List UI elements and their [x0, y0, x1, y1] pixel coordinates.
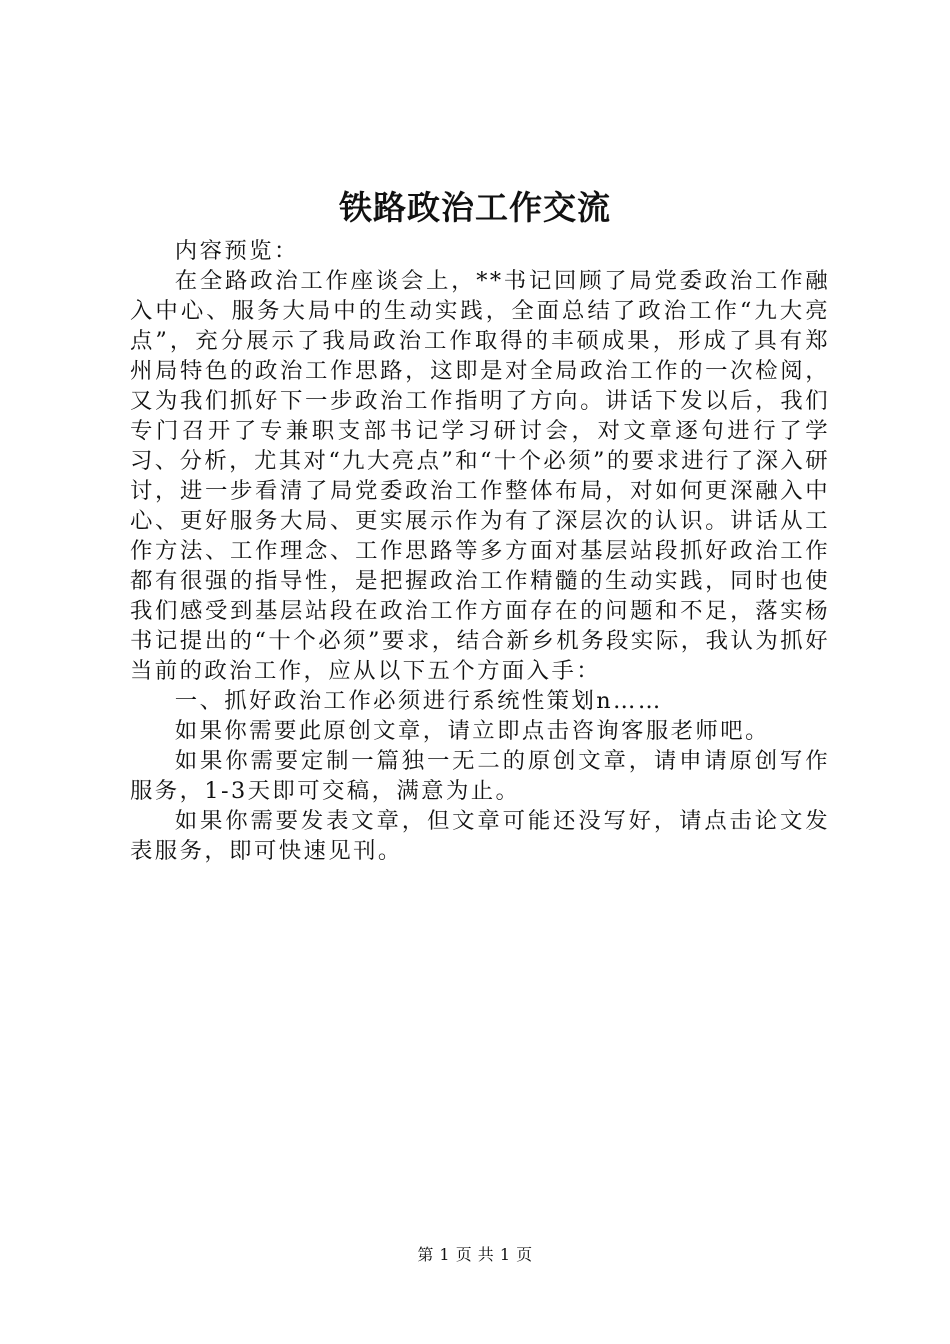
document-body: [130, 236, 830, 866]
custom-writing-paragraph: 如果你需要定制一篇独一无二的原创文章，请申请原创写作服务，1-3天即可交稿，满意为止。: [130, 748, 830, 804]
document-title: 铁路政治工作交流: [339, 188, 611, 227]
preview-label: 内容预览：: [174, 238, 299, 264]
publishing-service-paragraph: 如果你需要发表文章，但文章可能还没写好，请点击论文发表服务，即可快速见刊。: [130, 808, 830, 864]
consult-service-paragraph: 如果你需要此原创文章，请立即点击咨询客服老师吧。: [174, 718, 770, 744]
main-paragraph: 在全路政治工作座谈会上，**书记回顾了局党委政治工作融入中心、服务大局中的生动实践，全面总结了政治工作“九大亮点”，充分展示了我局政治工作取得的丰硕成果，形成了具有郑州局特色的政治工作思路，这即是对全局政治工作的一次检阅，又为我们抓好下一步政治工作指明了方向。讲话下发以后，我们专门召开了专兼职支部书记学习研讨会，对文章逐句进行了学习、分析，尤其对“九大亮点”和“十个必须”的要求进行了深入研讨，进一步看清了局党委政治工作整体布局，对如何更深融入中心、更好服务大局、更实展示作为有了深层次的认识。讲话从工作方法、工作理念、工作思路等多方面对基层站段抓好政治工作都有很强的指导性，是把握政治工作精髓的生动实践，同时也使我们感受到基层站段在政治工作方面存在的问题和不足，落实杨书记提出的“十个必须”要求，结合新乡机务段实际，我认为抓好当前的政治工作，应从以下五个方面入手：: [130, 268, 830, 684]
section-heading-one: 一、抓好政治工作必须进行系统性策划n……: [174, 688, 663, 714]
page-footer: 第 1 页 共 1 页: [417, 1245, 533, 1264]
